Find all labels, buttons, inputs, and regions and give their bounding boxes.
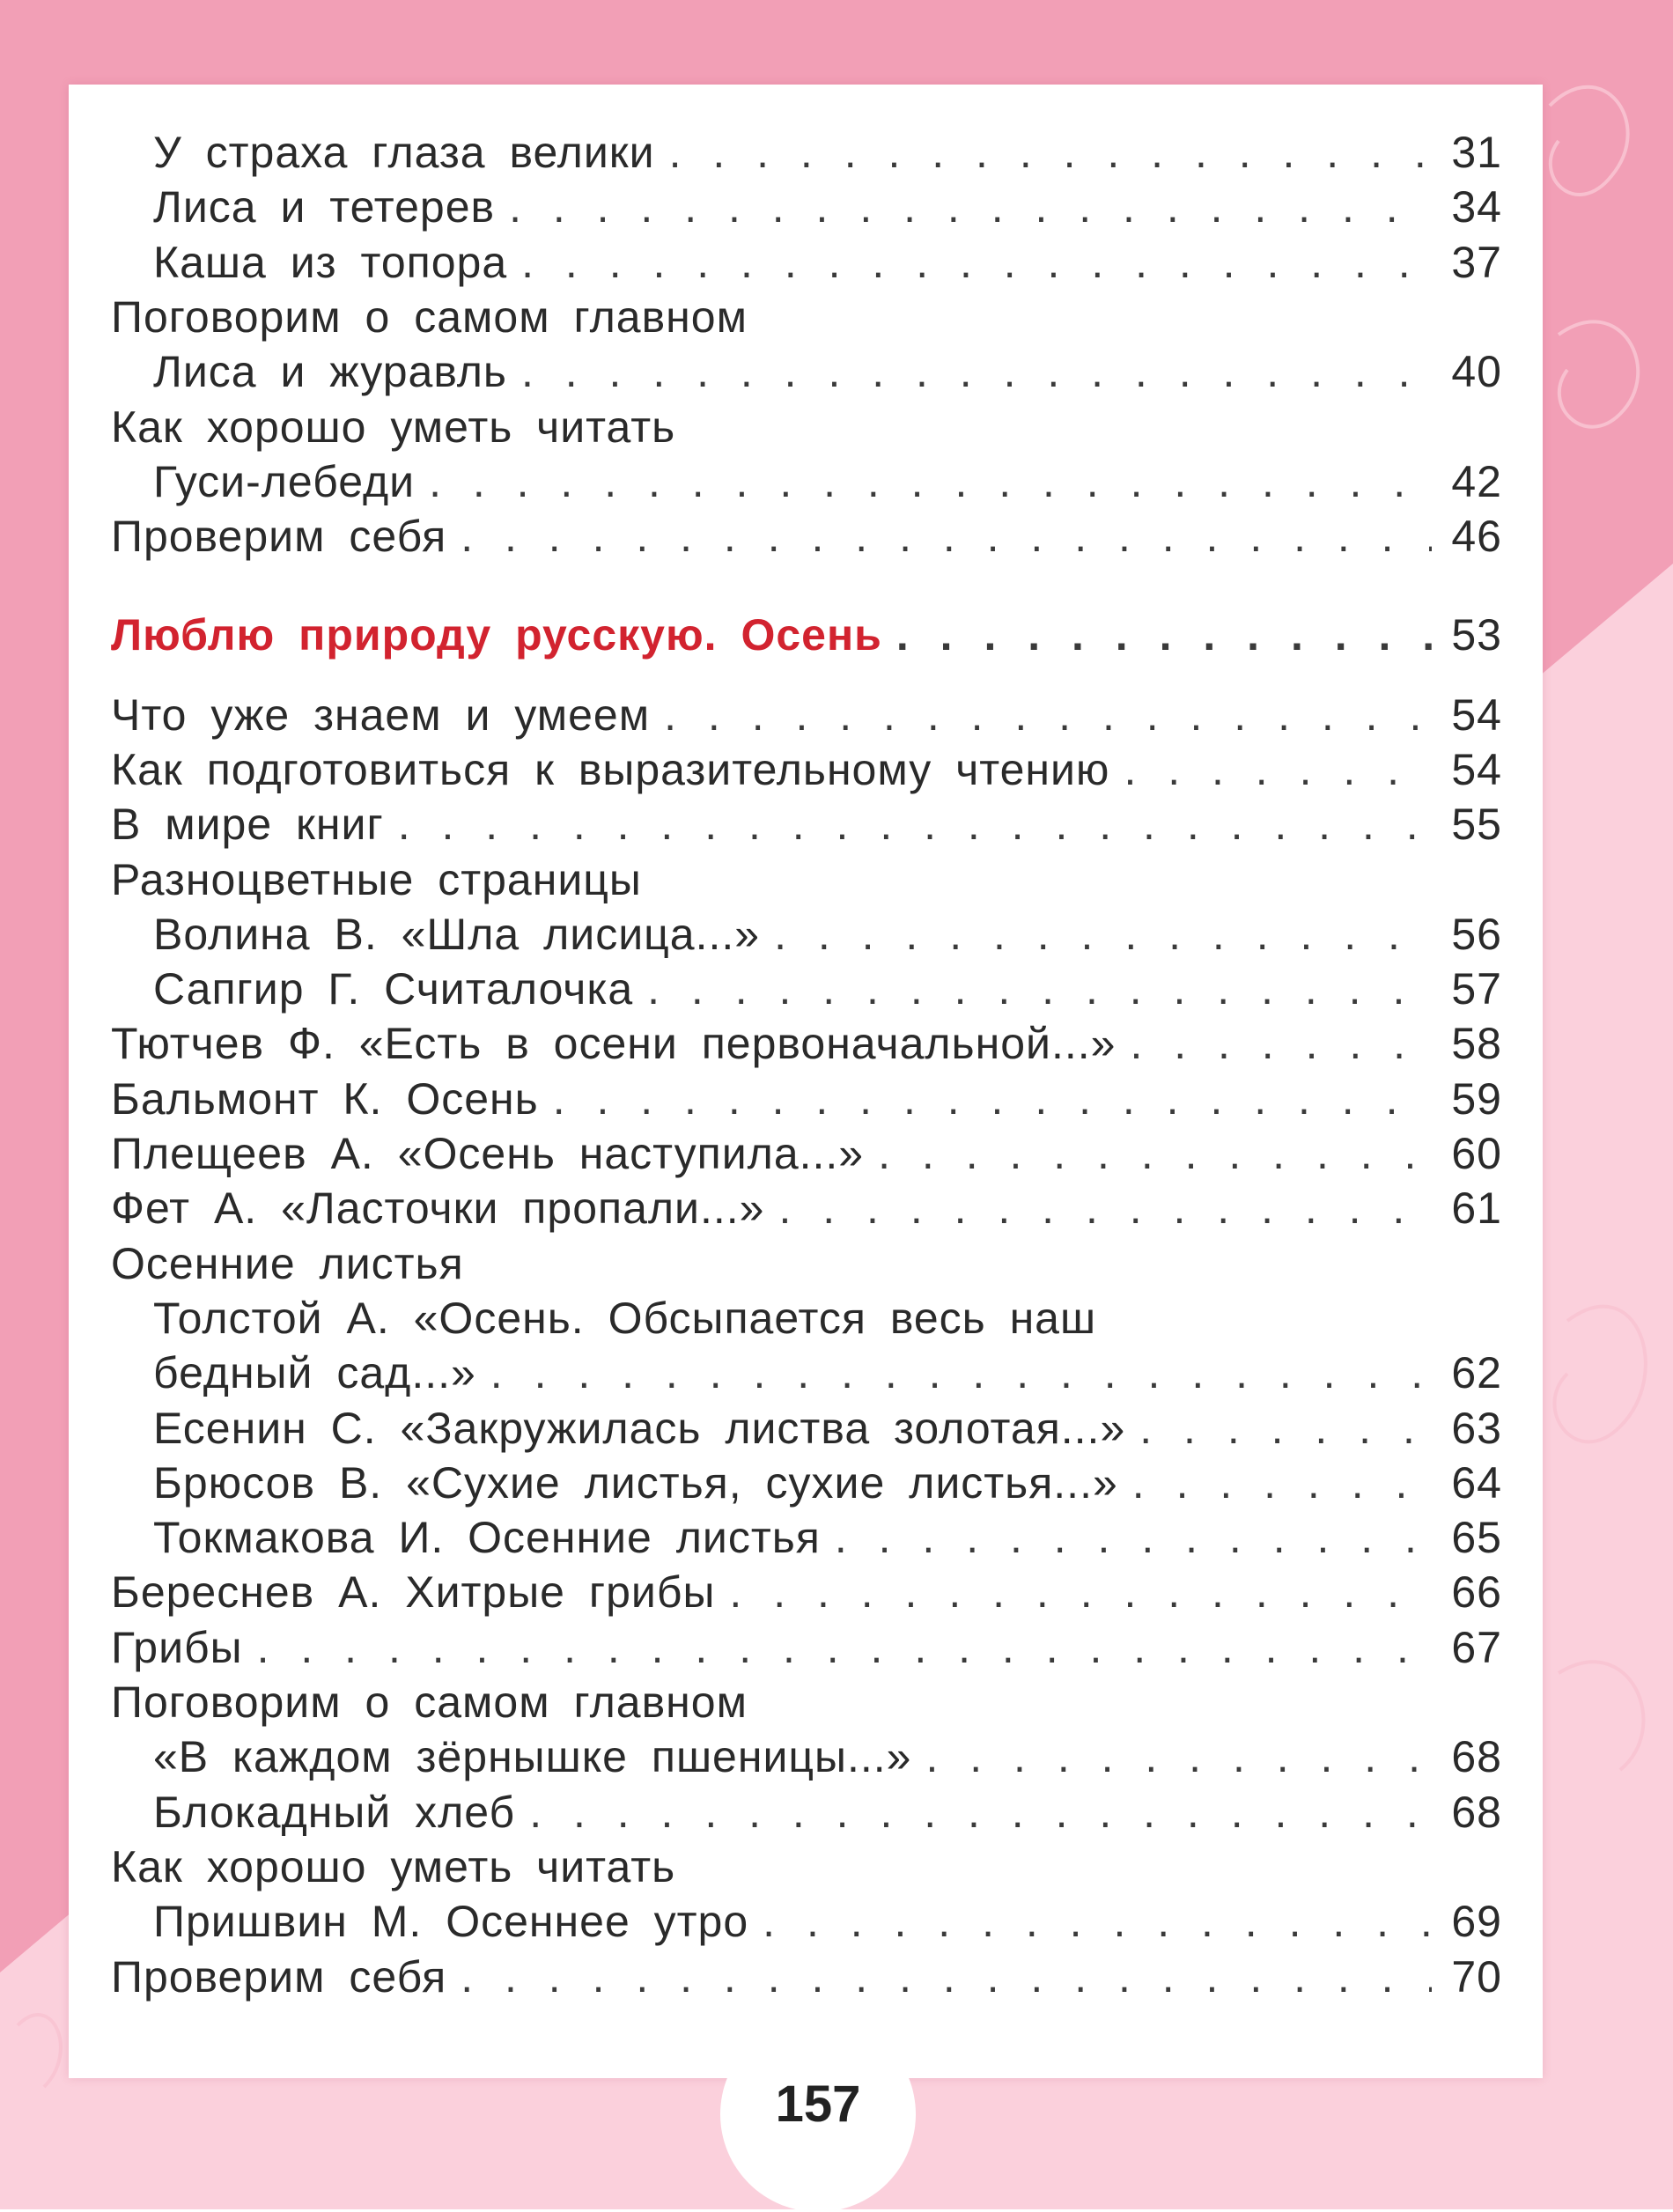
toc-entry-page: 56 bbox=[1451, 910, 1502, 959]
toc-entry-page: 66 bbox=[1451, 1567, 1502, 1617]
toc-entry-title: Плещеев А. «Осень наступила...» bbox=[111, 1129, 865, 1178]
toc-entry-page: 55 bbox=[1451, 800, 1502, 849]
toc-entry-title: Как хорошо уметь читать bbox=[111, 402, 676, 452]
toc-entry-page: 68 bbox=[1451, 1732, 1502, 1781]
toc-dot-leader bbox=[398, 797, 1432, 852]
toc-entry-title: Как хорошо уметь читать bbox=[111, 1842, 676, 1891]
toc-dot-leader bbox=[529, 1785, 1432, 1840]
toc-entry bbox=[111, 400, 1502, 454]
toc-section-heading bbox=[111, 608, 1502, 662]
toc-entry bbox=[111, 1236, 1502, 1291]
toc-entry-page: 54 bbox=[1451, 690, 1502, 740]
toc-entry-title: Лиса и журавль bbox=[153, 347, 507, 396]
toc-entry bbox=[111, 1016, 1502, 1071]
toc-entry bbox=[111, 742, 1502, 797]
toc-entry-title: Толстой А. «Осень. Обсыпается весь наш bbox=[153, 1294, 1097, 1343]
toc-entry-page: 37 bbox=[1451, 238, 1502, 287]
toc-dot-leader bbox=[774, 907, 1432, 962]
toc-entry-page: 57 bbox=[1451, 964, 1502, 1014]
toc-entry-title: Проверим себя bbox=[111, 1952, 447, 2002]
toc-entry bbox=[153, 907, 1502, 962]
toc-entry-page: 59 bbox=[1451, 1074, 1502, 1124]
toc-entry-title: Поговорим о самом главном bbox=[111, 292, 748, 342]
toc-entry-title: Бальмонт К. Осень bbox=[111, 1074, 539, 1124]
toc-entry bbox=[153, 1729, 1502, 1784]
toc-entry bbox=[153, 1456, 1502, 1510]
toc-dot-leader bbox=[521, 235, 1432, 290]
toc-dot-leader bbox=[1130, 1016, 1432, 1071]
toc-entry bbox=[111, 1181, 1502, 1235]
toc-dot-leader bbox=[763, 1894, 1432, 1949]
toc-dot-leader bbox=[647, 962, 1432, 1016]
toc-dot-leader bbox=[257, 1620, 1432, 1675]
toc-dot-leader bbox=[1139, 1401, 1432, 1456]
toc-entry-page: 63 bbox=[1451, 1404, 1502, 1453]
toc-entry bbox=[111, 797, 1502, 852]
toc-entry bbox=[153, 1291, 1502, 1346]
toc-dot-leader bbox=[1132, 1456, 1432, 1510]
toc-entry-title: Осенние листья bbox=[111, 1239, 464, 1288]
toc-entry bbox=[153, 1401, 1502, 1456]
toc-entry-title: Фет А. «Ласточки пропали...» bbox=[111, 1183, 765, 1233]
toc-dot-leader bbox=[925, 1729, 1432, 1784]
toc-entry-title: Сапгир Г. Считалочка bbox=[153, 964, 634, 1014]
toc-entry-page: 64 bbox=[1451, 1458, 1502, 1508]
toc-entry-title: Волина В. «Шла лисица...» bbox=[153, 910, 761, 959]
toc-dot-leader bbox=[429, 454, 1432, 509]
toc-entry-title: Есенин С. «Закружилась листва золотая...» bbox=[153, 1404, 1126, 1453]
toc-entry-title: Блокадный хлеб bbox=[153, 1788, 516, 1837]
toc-entry bbox=[153, 1510, 1502, 1565]
toc-entry-title: Грибы bbox=[111, 1623, 243, 1672]
toc-entry bbox=[111, 1072, 1502, 1126]
toc-entry bbox=[153, 962, 1502, 1016]
toc-entry bbox=[111, 509, 1502, 564]
toc-dot-leader bbox=[509, 180, 1432, 234]
toc-entry-page: 67 bbox=[1451, 1623, 1502, 1672]
toc-entry bbox=[153, 1785, 1502, 1840]
page-number: 157 bbox=[775, 2076, 861, 2133]
toc-entry-page: 40 bbox=[1451, 347, 1502, 396]
toc-entry-page: 53 bbox=[1451, 610, 1502, 660]
toc-entry-page: 42 bbox=[1451, 457, 1502, 506]
toc-entry-page: 65 bbox=[1451, 1513, 1502, 1562]
toc-entry-title: Поговорим о самом главном bbox=[111, 1677, 748, 1727]
toc-dot-leader bbox=[664, 688, 1432, 742]
toc-entry bbox=[153, 454, 1502, 509]
toc-entry bbox=[111, 852, 1502, 907]
toc-entry bbox=[111, 1675, 1502, 1729]
toc-entry-title: Токмакова И. Осенние листья bbox=[153, 1513, 821, 1562]
toc-entry bbox=[111, 1126, 1502, 1181]
toc-dot-leader bbox=[778, 1181, 1432, 1235]
toc-entry-title: Гуси-лебеди bbox=[153, 457, 416, 506]
toc-dot-leader bbox=[553, 1072, 1432, 1126]
toc-entry-page: 70 bbox=[1451, 1952, 1502, 2002]
toc-dot-leader bbox=[835, 1510, 1432, 1565]
toc-dot-leader bbox=[729, 1565, 1432, 1619]
toc-entry-page: 68 bbox=[1451, 1788, 1502, 1837]
toc-entry bbox=[111, 1565, 1502, 1619]
toc-entry bbox=[153, 344, 1502, 399]
toc-entry bbox=[111, 1840, 1502, 1894]
toc-entry-title: Пришвин М. Осеннее утро bbox=[153, 1897, 749, 1946]
toc-entry-title: Проверим себя bbox=[111, 512, 447, 561]
toc-entry bbox=[153, 1894, 1502, 1949]
toc-entry-title: Как подготовиться к выразительному чтению bbox=[111, 745, 1110, 794]
toc-dot-leader bbox=[878, 1126, 1432, 1181]
toc-dot-leader bbox=[461, 1950, 1432, 2004]
toc-entry-title: В мире книг bbox=[111, 800, 384, 849]
toc-entry-page: 54 bbox=[1451, 745, 1502, 794]
toc-entry-title: бедный сад...» bbox=[153, 1348, 476, 1397]
toc-entry bbox=[153, 180, 1502, 234]
toc-entry bbox=[153, 125, 1502, 180]
toc-dot-leader bbox=[1124, 742, 1432, 797]
toc-entry bbox=[111, 1620, 1502, 1675]
toc-entry-page: 34 bbox=[1451, 182, 1502, 232]
toc-dot-leader bbox=[896, 608, 1432, 662]
toc-entry-title: Тютчев Ф. «Есть в осени первоначальной...» bbox=[111, 1019, 1117, 1068]
toc-entry bbox=[111, 290, 1502, 344]
toc-entry-page: 61 bbox=[1451, 1183, 1502, 1233]
toc-entry-page: 46 bbox=[1451, 512, 1502, 561]
toc-entry-title: Лиса и тетерев bbox=[153, 182, 496, 232]
toc-entry bbox=[153, 235, 1502, 290]
toc-dot-leader bbox=[521, 344, 1432, 399]
toc-entry-title: Береснев А. Хитрые грибы bbox=[111, 1567, 716, 1617]
toc-entry-page: 60 bbox=[1451, 1129, 1502, 1178]
toc-dot-leader bbox=[669, 125, 1432, 180]
content-panel bbox=[69, 85, 1543, 2078]
toc-entry-page: 69 bbox=[1451, 1897, 1502, 1946]
toc-entry-title: Каша из топора bbox=[153, 238, 508, 287]
toc-entry-title: У страха глаза велики bbox=[153, 128, 655, 177]
toc-entry bbox=[111, 1950, 1502, 2004]
toc-dot-leader bbox=[461, 509, 1432, 564]
toc-entry-title: Брюсов В. «Сухие листья, сухие листья...» bbox=[153, 1458, 1118, 1508]
toc-entry-title: Что уже знаем и умеем bbox=[111, 690, 651, 740]
toc-entry-title: «В каждом зёрнышке пшеницы...» bbox=[153, 1732, 912, 1781]
toc-entry-title: Люблю природу русскую. Осень bbox=[111, 610, 882, 660]
toc-entry bbox=[111, 688, 1502, 742]
toc-entry bbox=[153, 1346, 1502, 1400]
toc-entry-title: Разноцветные страницы bbox=[111, 855, 642, 904]
toc-dot-leader bbox=[490, 1346, 1432, 1400]
toc-entry-page: 62 bbox=[1451, 1348, 1502, 1397]
toc-entry-page: 31 bbox=[1451, 128, 1502, 177]
toc-entry-page: 58 bbox=[1451, 1019, 1502, 1068]
